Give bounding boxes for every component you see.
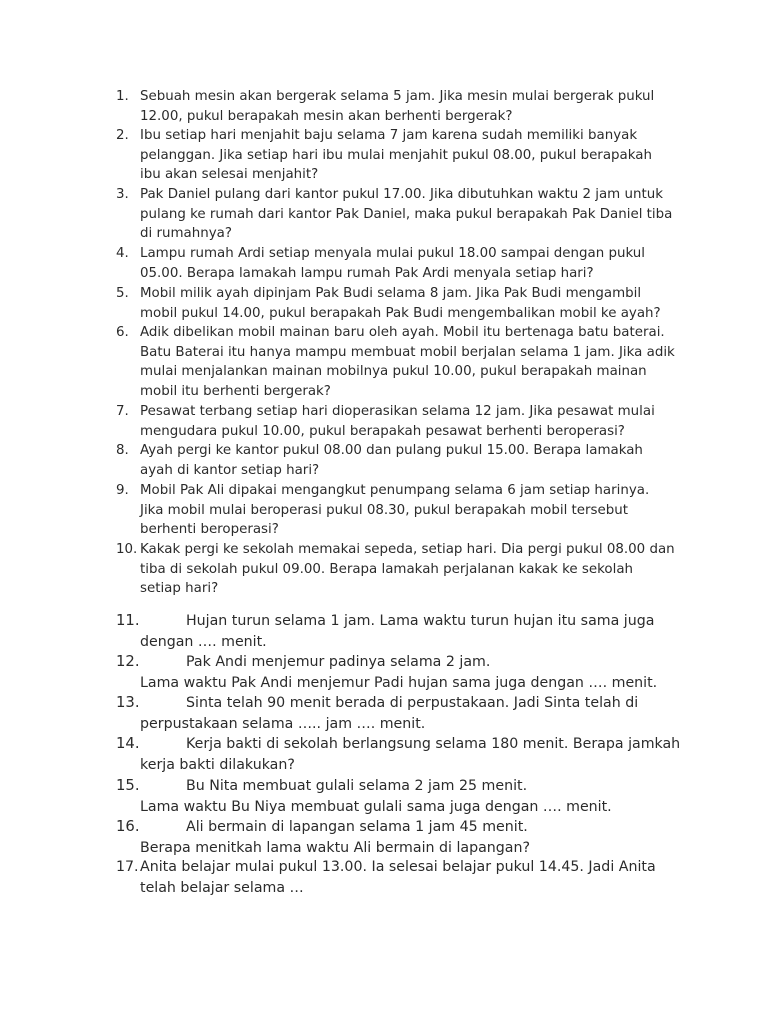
question-item [116,540,676,599]
question-text: Pak Daniel pulang dari kantor pukul 17.00. Jika dibutuhkan waktu 2 jam untuk pulang ke rumah dari kantor Pak Daniel, maka pukul berapakah Pak Daniel tiba di rumahnya? [140,187,673,242]
question-item [116,244,676,283]
question-item [116,857,676,898]
question-item [116,481,676,540]
question-item [116,126,676,185]
question-number: 9. [116,483,129,498]
question-number: 13. [116,694,140,711]
question-text: Bu Nita membuat gulali selama 2 jam 25 menit. [186,778,528,794]
question-item [116,611,676,652]
question-item [116,87,676,126]
question-item [116,284,676,323]
question-number: 3. [116,187,129,202]
question-text: Lampu rumah Ardi setiap menyala mulai pukul 18.00 sampai dengan pukul 05.00. Berapa lamakah lampu rumah Pak Ardi menyala setiap hari? [140,246,646,281]
question-item [116,323,676,401]
question-text-continued: Lama waktu Bu Niya membuat gulali sama juga dengan …. menit. [140,798,612,815]
question-number: 14. [116,735,140,752]
question-text: Sinta telah 90 menit berada di perpustakaan. Jadi Sinta telah di [186,695,639,711]
question-text: Adik dibelikan mobil mainan baru oleh ayah. Mobil itu bertenaga batu baterai. Batu Baterai itu hanya mampu membuat mobil berjalan selama 1 jam. Jika adik mulai menjalankan mainan mobilnya pukul 10.00, pukul berapakah mainan mobil itu berhenti bergerak? [140,325,675,399]
question-number: 15. [116,777,140,794]
question-number: 11. [116,612,140,629]
question-text-continued: Lama waktu Pak Andi menjemur Padi hujan sama juga dengan …. menit. [140,674,658,691]
question-text-continued: kerja bakti dilakukan? [140,756,295,773]
question-item [116,185,676,244]
question-number: 6. [116,325,129,340]
question-text-continued: Berapa menitkah lama waktu Ali bermain di lapangan? [140,839,531,856]
question-number: 8. [116,443,129,458]
question-text: Mobil Pak Ali dipakai mengangkut penumpang selama 6 jam setiap harinya. Jika mobil mulai beroperasi pukul 08.30, pukul berapakah mobil tersebut berhenti beroperasi? [140,483,650,538]
question-item [116,817,676,858]
question-item [116,776,676,817]
question-text: Ayah pergi ke kantor pukul 08.00 dan pulang pukul 15.00. Berapa lamakah ayah di kantor setiap hari? [140,443,643,478]
question-number: 10. [116,542,138,557]
question-text: Hujan turun selama 1 jam. Lama waktu turun hujan itu sama juga [186,613,655,629]
question-item [116,441,676,480]
question-item [116,734,681,775]
question-text: Sebuah mesin akan bergerak selama 5 jam. Jika mesin mulai bergerak pukul 12.00, pukul berapakah mesin akan berhenti bergerak? [140,89,655,124]
question-text: Pak Andi menjemur padinya selama 2 jam. [186,654,491,670]
question-text: Ibu setiap hari menjahit baju selama 7 jam karena sudah memiliki banyak pelanggan. Jika setiap hari ibu mulai menjahit pukul 08.00, pukul berapakah ibu akan selesai menjahit? [140,128,652,183]
question-number: 16. [116,818,140,835]
question-number: 17. [116,859,139,875]
question-number: 12. [116,653,140,670]
question-number: 7. [116,404,129,419]
question-number: 1. [116,89,129,104]
question-number: 5. [116,286,129,301]
question-text-continued: perpustakaan selama ….. jam …. menit. [140,715,426,732]
question-text: Anita belajar mulai pukul 13.00. Ia selesai belajar pukul 14.45. Jadi Anita telah belajar selama … [140,859,656,896]
question-number: 2. [116,128,129,143]
question-text: Mobil milik ayah dipinjam Pak Budi selama 8 jam. Jika Pak Budi mengambil mobil pukul 14.00, pukul berapakah Pak Budi mengembalikan mobil ke ayah? [140,286,661,321]
question-text: Kerja bakti di sekolah berlangsung selama 180 menit. Berapa jamkah [186,736,681,752]
question-text: Pesawat terbang setiap hari dioperasikan selama 12 jam. Jika pesawat mulai mengudara pukul 10.00, pukul berapakah pesawat berhenti beroperasi? [140,404,655,439]
question-text: Ali bermain di lapangan selama 1 jam 45 menit. [186,819,528,835]
question-number: 4. [116,246,129,261]
question-item [116,652,676,693]
question-item [116,693,676,734]
question-text-continued: dengan …. menit. [140,633,267,650]
question-text: Kakak pergi ke sekolah memakai sepeda, setiap hari. Dia pergi pukul 08.00 dan tiba di sekolah pukul 09.00. Berapa lamakah perjalanan kakak ke sekolah setiap hari? [140,542,675,597]
question-item [116,402,676,441]
